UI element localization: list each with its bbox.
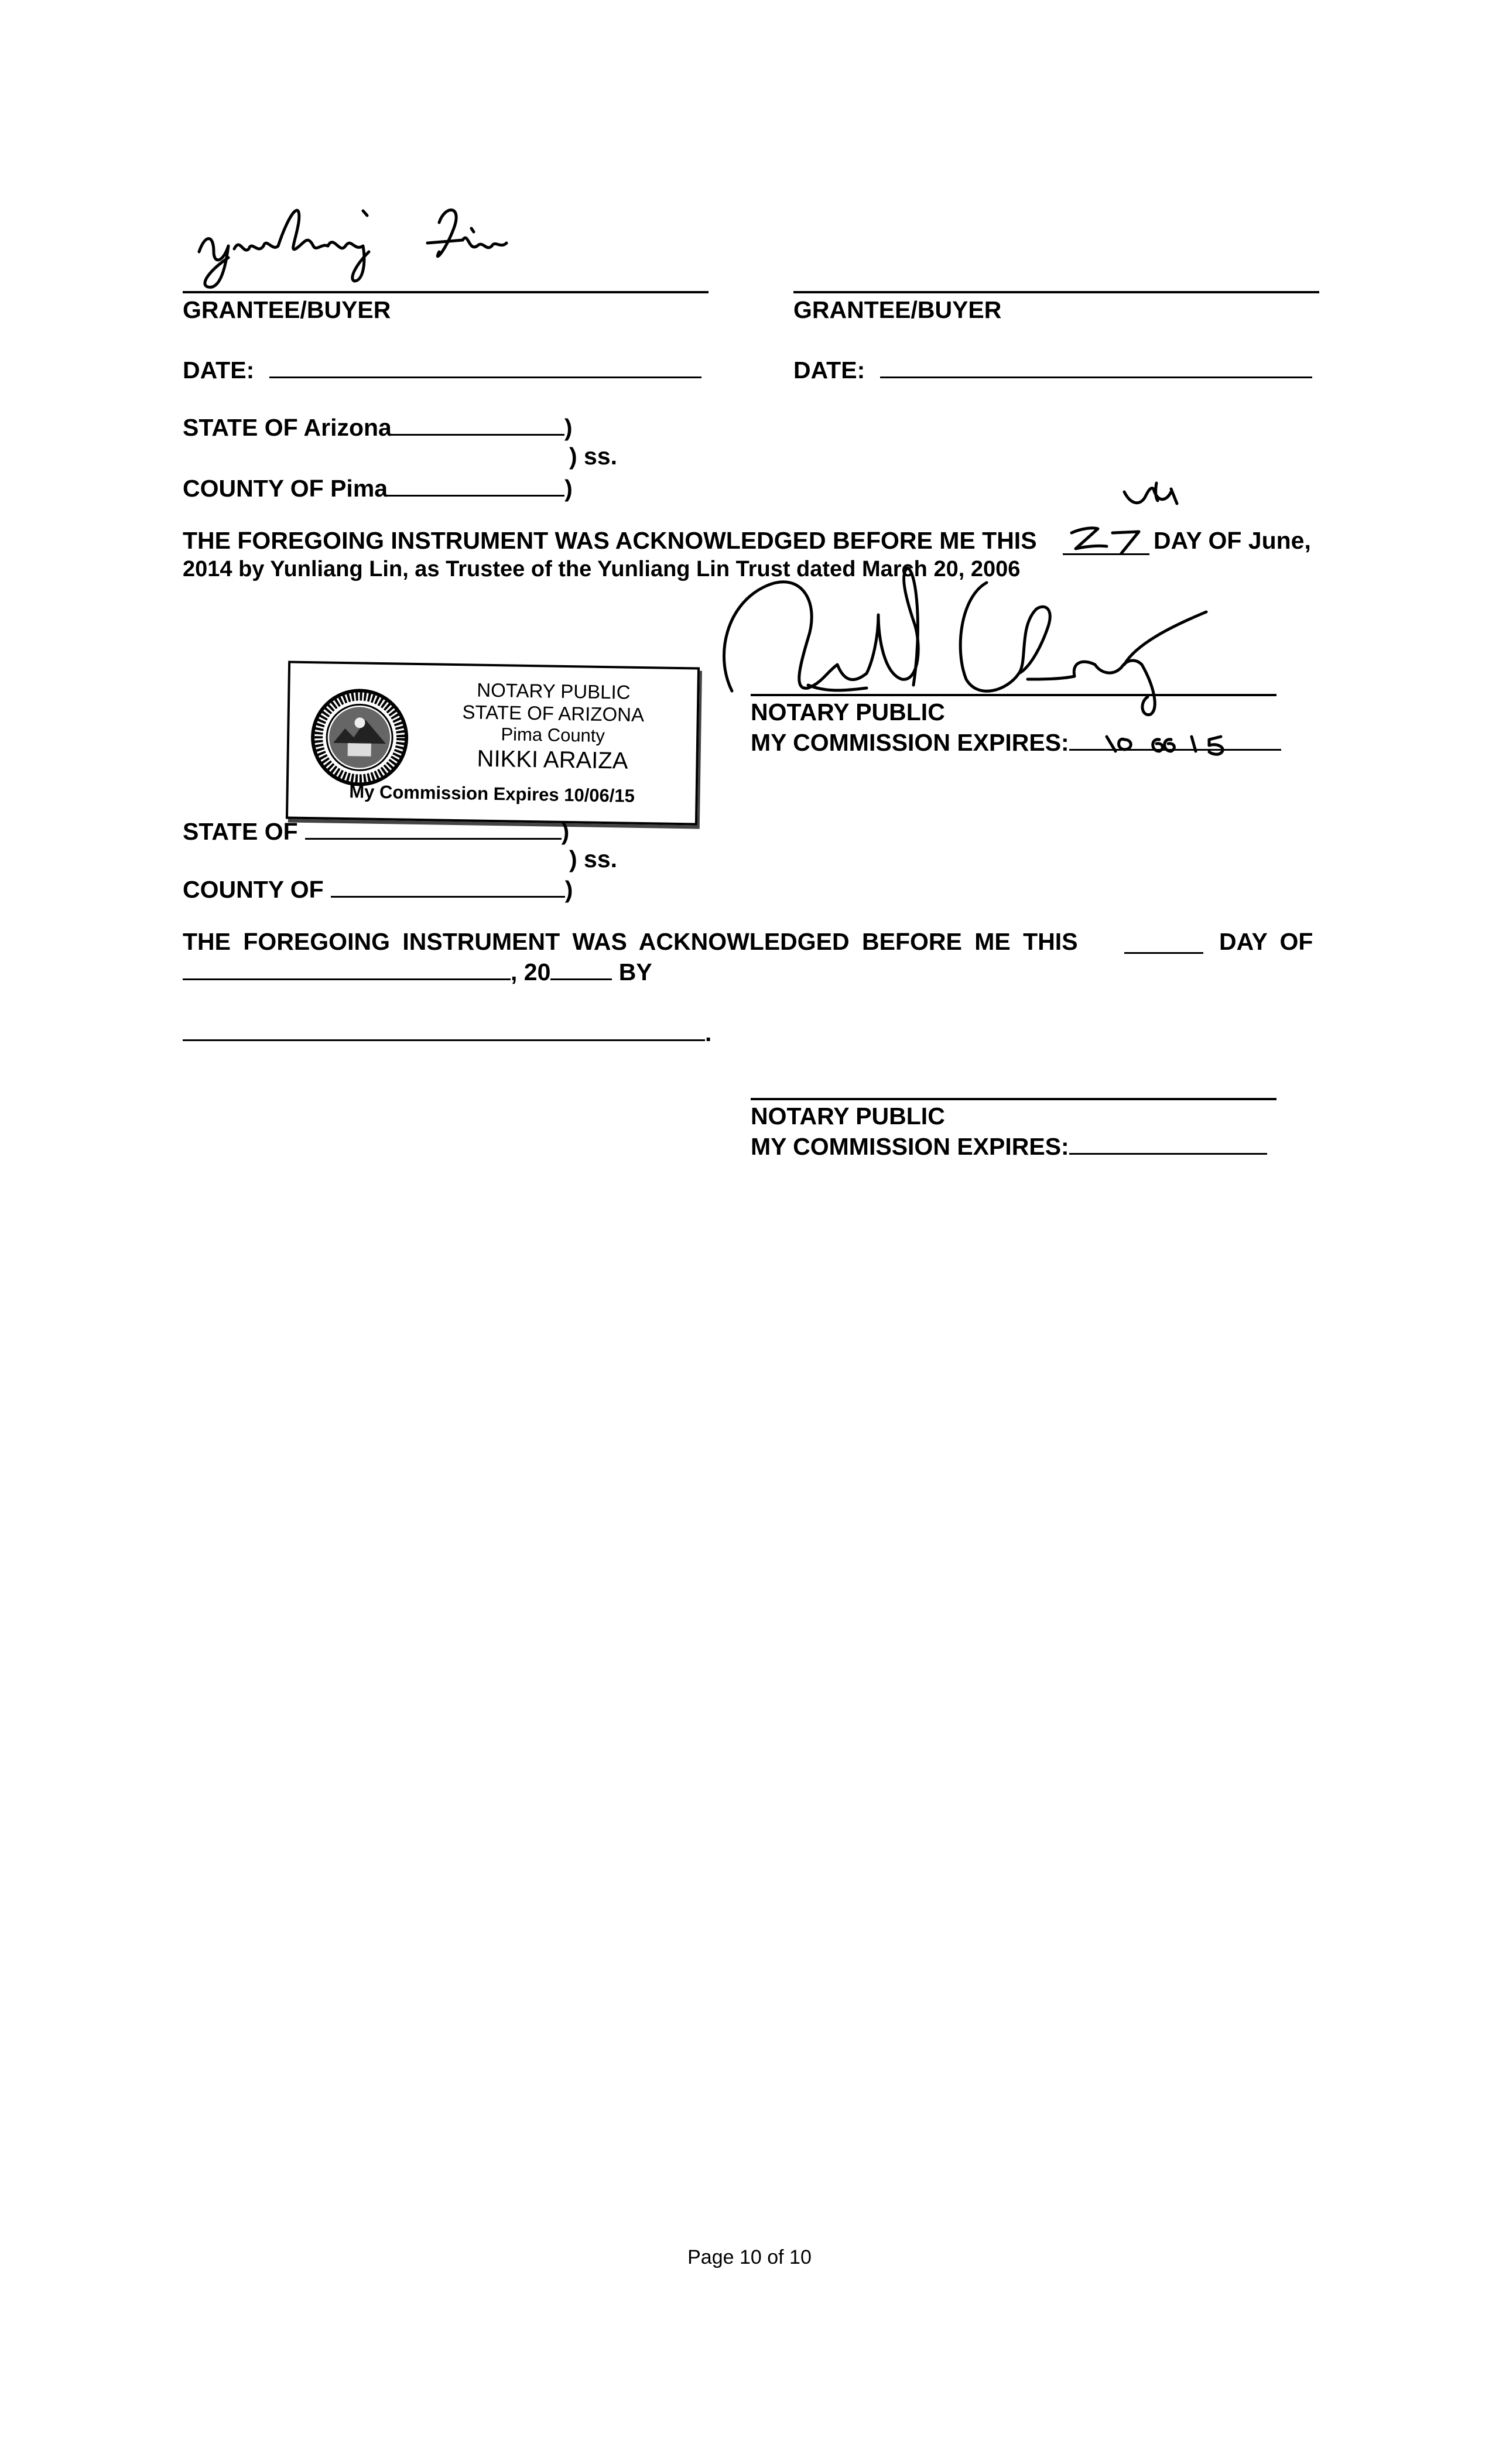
grantee-right-signature-line <box>793 291 1319 293</box>
ack2-line3 <box>183 1017 711 1047</box>
notary2-signature-line[interactable] <box>751 1098 1276 1100</box>
venue2-ss: ) ss. <box>569 846 618 872</box>
notary-stamp <box>286 661 700 825</box>
page-number: Page 10 of 10 <box>687 2246 812 2268</box>
venue1-state <box>183 412 573 442</box>
notary1-label: NOTARY PUBLIC <box>751 699 945 725</box>
date-label: DATE: <box>793 357 865 384</box>
state-label: STATE OF <box>183 818 298 845</box>
paren: ) <box>564 876 573 903</box>
by-label: BY <box>618 959 652 985</box>
ack1-line2: 2014 by Yunliang Lin, as Trustee of the Yunliang Lin Trust dated March 20, 2006 <box>183 557 1021 581</box>
stamp-line1: NOTARY PUBLIC <box>477 679 631 703</box>
state-label: STATE OF Arizona <box>183 414 392 441</box>
grantee-right-label: GRANTEE/BUYER <box>793 296 1002 323</box>
stamp-line3: Pima County <box>501 724 605 747</box>
paren: ) <box>564 475 573 502</box>
notary2-commission <box>751 1131 1267 1161</box>
paren: ) <box>561 818 570 845</box>
state-blank <box>392 412 564 436</box>
ack1-line1-left: THE FOREGOING INSTRUMENT WAS ACKNOWLEDGED BEFORE ME THIS <box>183 527 1037 554</box>
grantee-right-date <box>793 354 1312 384</box>
venue2-state <box>183 816 569 846</box>
year-field[interactable] <box>550 956 612 980</box>
county-blank <box>388 473 564 497</box>
notary1-commission-handwritten <box>1101 725 1300 760</box>
year-prefix: , 20 <box>511 959 551 985</box>
grantee-left-signature-line <box>183 291 709 293</box>
venue1-ss: ) ss. <box>569 443 618 470</box>
ack1-line1-right: DAY OF June, <box>1154 527 1311 554</box>
date-field[interactable] <box>269 354 701 378</box>
month-field[interactable] <box>183 956 511 980</box>
county-label: COUNTY OF <box>183 876 324 903</box>
commission-field[interactable] <box>1069 1131 1267 1155</box>
buyer-signature <box>187 187 574 293</box>
notary1-signature-line <box>751 694 1276 696</box>
commission-label: MY COMMISSION EXPIRES: <box>751 1133 1069 1160</box>
ack2-day-field[interactable] <box>1124 928 1203 954</box>
stamp-line2: STATE OF ARIZONA <box>462 701 645 726</box>
name-field[interactable] <box>183 1017 705 1041</box>
grantee-left-date <box>183 354 701 384</box>
venue1-county <box>183 473 573 502</box>
state-seal-icon <box>309 687 410 788</box>
stamp-line4: NIKKI ARAIZA <box>477 745 628 774</box>
ack2-line2 <box>183 956 652 986</box>
date-field[interactable] <box>880 354 1312 378</box>
commission-label: MY COMMISSION EXPIRES: <box>751 729 1069 756</box>
period: . <box>705 1019 712 1046</box>
date-label: DATE: <box>183 357 255 384</box>
county-label: COUNTY OF Pima <box>183 475 388 502</box>
paren: ) <box>564 414 573 441</box>
grantee-left-label: GRANTEE/BUYER <box>183 296 391 323</box>
notary2-label: NOTARY PUBLIC <box>751 1103 945 1130</box>
venue2-county <box>183 874 573 904</box>
stamp-line5: My Commission Expires 10/06/15 <box>349 781 635 806</box>
state-field[interactable] <box>305 816 562 840</box>
ack2-line1-right: DAY OF <box>1219 928 1313 955</box>
county-field[interactable] <box>331 874 565 898</box>
ack2-line1-left: THE FOREGOING INSTRUMENT WAS ACKNOWLEDGED BEFORE ME THIS <box>183 928 1078 955</box>
